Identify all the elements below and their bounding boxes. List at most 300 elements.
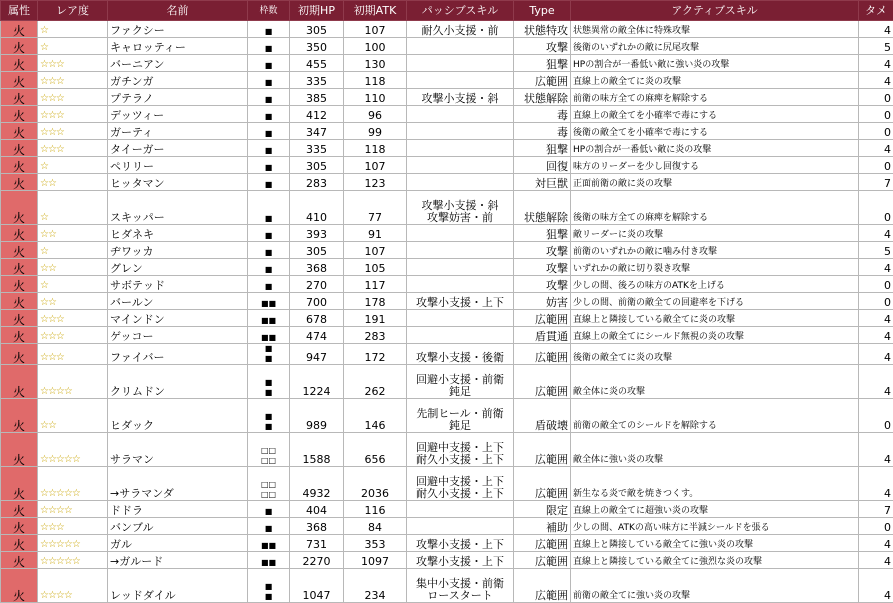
passive-skill xyxy=(407,106,514,123)
active-skill: いずれかの敵に切り裂き攻撃 xyxy=(571,259,859,276)
active-skill: 後衛の敵全てに炎の攻撃 xyxy=(571,344,859,365)
slot-count: ■ xyxy=(248,276,290,293)
charge-turns: 0 xyxy=(859,293,893,310)
attribute-cell: 火 xyxy=(1,276,38,293)
table-row xyxy=(1,535,893,552)
active-skill: 直線上の敵全てにシールド無視の炎の攻撃 xyxy=(571,327,859,344)
initial-hp: 368 xyxy=(290,518,344,535)
attribute-cell: 火 xyxy=(1,552,38,569)
charge-turns: 0 xyxy=(859,518,893,535)
table-row xyxy=(1,344,893,365)
attribute-cell: 火 xyxy=(1,21,38,38)
rarity-stars: ☆☆☆☆ xyxy=(38,569,108,603)
slot-count: ■ xyxy=(248,89,290,106)
attribute-cell: 火 xyxy=(1,123,38,140)
attribute-cell: 火 xyxy=(1,535,38,552)
charge-turns: 4 xyxy=(859,55,893,72)
rarity-stars: ☆☆☆ xyxy=(38,310,108,327)
attribute-cell: 火 xyxy=(1,518,38,535)
initial-atk: 118 xyxy=(344,72,407,89)
initial-hp: 700 xyxy=(290,293,344,310)
active-skill: 少しの間、前衛の敵全ての回避率を下げる xyxy=(571,293,859,310)
initial-hp: 335 xyxy=(290,72,344,89)
active-skill: 敵全体に炎の攻撃 xyxy=(571,365,859,399)
table-row xyxy=(1,225,893,242)
table-row xyxy=(1,310,893,327)
rarity-stars: ☆☆☆☆☆ xyxy=(38,433,108,467)
charge-turns: 4 xyxy=(859,467,893,501)
skill-type: 毒 xyxy=(514,123,571,140)
initial-atk: 99 xyxy=(344,123,407,140)
skill-type: 状態特攻 xyxy=(514,21,571,38)
monster-name: クリムドン xyxy=(108,365,248,399)
initial-atk: 105 xyxy=(344,259,407,276)
attribute-cell: 火 xyxy=(1,157,38,174)
initial-atk: 100 xyxy=(344,38,407,55)
charge-turns: 7 xyxy=(859,174,893,191)
passive-skill xyxy=(407,259,514,276)
rarity-stars: ☆☆☆ xyxy=(38,55,108,72)
monster-name: サラマン xyxy=(108,433,248,467)
initial-hp: 305 xyxy=(290,21,344,38)
monster-name: ドドラ xyxy=(108,501,248,518)
slot-count: ■ xyxy=(248,123,290,140)
passive-skill: 攻撃小支援・上下 xyxy=(407,535,514,552)
charge-turns: 4 xyxy=(859,535,893,552)
initial-atk: 1097 xyxy=(344,552,407,569)
active-skill: 直線上と隣接している敵全てに強い炎の攻撃 xyxy=(571,535,859,552)
monster-name: ガチンガ xyxy=(108,72,248,89)
passive-skill xyxy=(407,242,514,259)
passive-skill: 攻撃小支援・上下 xyxy=(407,293,514,310)
table-row xyxy=(1,467,893,501)
initial-hp: 368 xyxy=(290,259,344,276)
monster-name: キャロッティー xyxy=(108,38,248,55)
initial-atk: 77 xyxy=(344,191,407,225)
initial-atk: 96 xyxy=(344,106,407,123)
initial-hp: 347 xyxy=(290,123,344,140)
active-skill: 少しの間、ATKの高い味方に半減シールドを張る xyxy=(571,518,859,535)
charge-turns: 4 xyxy=(859,140,893,157)
initial-hp: 393 xyxy=(290,225,344,242)
skill-type: 広範囲 xyxy=(514,365,571,399)
initial-hp: 270 xyxy=(290,276,344,293)
monster-name: ファクシー xyxy=(108,21,248,38)
skill-type: 狙撃 xyxy=(514,55,571,72)
slot-count: ■ ■ xyxy=(248,344,290,365)
attribute-cell: 火 xyxy=(1,191,38,225)
skill-type: 狙撃 xyxy=(514,140,571,157)
slot-count: ■ xyxy=(248,140,290,157)
active-skill: 前衛の敵全てに強い炎の攻撃 xyxy=(571,569,859,603)
initial-atk: 146 xyxy=(344,399,407,433)
skill-type: 回復 xyxy=(514,157,571,174)
initial-atk: 130 xyxy=(344,55,407,72)
initial-hp: 731 xyxy=(290,535,344,552)
table-row xyxy=(1,365,893,399)
attribute-cell: 火 xyxy=(1,501,38,518)
attribute-cell: 火 xyxy=(1,327,38,344)
skill-type: 攻撃 xyxy=(514,38,571,55)
rarity-stars: ☆☆ xyxy=(38,225,108,242)
rarity-stars: ☆☆☆ xyxy=(38,344,108,365)
initial-atk: 107 xyxy=(344,21,407,38)
monster-name: スキッパー xyxy=(108,191,248,225)
initial-atk: 283 xyxy=(344,327,407,344)
passive-skill xyxy=(407,72,514,89)
slot-count: ■ ■ xyxy=(248,569,290,603)
header-atk: 初期ATK xyxy=(344,1,407,21)
header-row xyxy=(1,1,893,21)
initial-atk: 353 xyxy=(344,535,407,552)
attribute-cell: 火 xyxy=(1,365,38,399)
table-row xyxy=(1,327,893,344)
initial-atk: 116 xyxy=(344,501,407,518)
initial-hp: 385 xyxy=(290,89,344,106)
charge-turns: 5 xyxy=(859,38,893,55)
skill-type: 限定 xyxy=(514,501,571,518)
table-row xyxy=(1,242,893,259)
skill-type: 補助 xyxy=(514,518,571,535)
initial-atk: 262 xyxy=(344,365,407,399)
skill-type: 広範囲 xyxy=(514,535,571,552)
table-row xyxy=(1,501,893,518)
active-skill: 敵全体に強い炎の攻撃 xyxy=(571,433,859,467)
active-skill: 直線上の敵全てを小確率で毒にする xyxy=(571,106,859,123)
charge-turns: 0 xyxy=(859,123,893,140)
active-skill: 直線上の敵全てに炎の攻撃 xyxy=(571,72,859,89)
passive-skill: 回避中支援・上下 耐久小支援・上下 xyxy=(407,467,514,501)
header-hp: 初期HP xyxy=(290,1,344,21)
header-attribute: 属性 xyxy=(1,1,38,21)
initial-atk: 107 xyxy=(344,242,407,259)
charge-turns: 0 xyxy=(859,191,893,225)
rarity-stars: ☆☆ xyxy=(38,174,108,191)
slot-count: ■■ xyxy=(248,552,290,569)
passive-skill: 回避小支援・前衛 鈍足 xyxy=(407,365,514,399)
skill-type: 状態解除 xyxy=(514,191,571,225)
monster-name: →サラマンダ xyxy=(108,467,248,501)
slot-count: ■■ xyxy=(248,310,290,327)
initial-hp: 410 xyxy=(290,191,344,225)
initial-hp: 335 xyxy=(290,140,344,157)
monster-name: ヒッタマン xyxy=(108,174,248,191)
passive-skill xyxy=(407,310,514,327)
active-skill: 直線上と隣接している敵全てに強烈な炎の攻撃 xyxy=(571,552,859,569)
passive-skill: 耐久小支援・前 xyxy=(407,21,514,38)
initial-hp: 350 xyxy=(290,38,344,55)
monster-name: ガーティ xyxy=(108,123,248,140)
rarity-stars: ☆☆☆ xyxy=(38,72,108,89)
rarity-stars: ☆☆☆ xyxy=(38,327,108,344)
initial-hp: 947 xyxy=(290,344,344,365)
rarity-stars: ☆☆☆ xyxy=(38,106,108,123)
attribute-cell: 火 xyxy=(1,106,38,123)
slot-count: ■ xyxy=(248,174,290,191)
initial-atk: 91 xyxy=(344,225,407,242)
attribute-cell: 火 xyxy=(1,89,38,106)
skill-type: 広範囲 xyxy=(514,344,571,365)
header-passive-skill: パッシブスキル xyxy=(407,1,514,21)
monster-name: ゲッコー xyxy=(108,327,248,344)
rarity-stars: ☆☆☆☆ xyxy=(38,365,108,399)
passive-skill xyxy=(407,140,514,157)
header-type: Type xyxy=(514,1,571,21)
rarity-stars: ☆☆☆☆☆ xyxy=(38,552,108,569)
slot-count: ■ xyxy=(248,242,290,259)
skill-type: 盾破壊 xyxy=(514,399,571,433)
skill-type: 広範囲 xyxy=(514,72,571,89)
active-skill: 前衛の味方全ての麻痺を解除する xyxy=(571,89,859,106)
active-skill: 敵リーダーに炎の攻撃 xyxy=(571,225,859,242)
initial-hp: 474 xyxy=(290,327,344,344)
table-row xyxy=(1,157,893,174)
slot-count: ■ xyxy=(248,225,290,242)
slot-count: □□ □□ xyxy=(248,467,290,501)
rarity-stars: ☆☆ xyxy=(38,399,108,433)
rarity-stars: ☆☆☆☆ xyxy=(38,501,108,518)
monster-name: タイーガー xyxy=(108,140,248,157)
monster-name: →ガルード xyxy=(108,552,248,569)
monster-name: バールン xyxy=(108,293,248,310)
skill-type: 攻撃 xyxy=(514,276,571,293)
rarity-stars: ☆☆☆ xyxy=(38,89,108,106)
charge-turns: 4 xyxy=(859,344,893,365)
rarity-stars: ☆☆☆ xyxy=(38,140,108,157)
charge-turns: 4 xyxy=(859,310,893,327)
active-skill: HPの割合が一番低い敵に強い炎の攻撃 xyxy=(571,55,859,72)
table-row xyxy=(1,293,893,310)
rarity-stars: ☆☆ xyxy=(38,293,108,310)
passive-skill: 攻撃小支援・後衛 xyxy=(407,344,514,365)
charge-turns: 4 xyxy=(859,259,893,276)
skill-type: 広範囲 xyxy=(514,310,571,327)
initial-atk: 234 xyxy=(344,569,407,603)
initial-hp: 283 xyxy=(290,174,344,191)
skill-type: 対巨獣 xyxy=(514,174,571,191)
initial-atk: 2036 xyxy=(344,467,407,501)
slot-count: ■ xyxy=(248,259,290,276)
initial-atk: 178 xyxy=(344,293,407,310)
table-row xyxy=(1,72,893,89)
passive-skill xyxy=(407,38,514,55)
attribute-cell: 火 xyxy=(1,38,38,55)
table-row xyxy=(1,174,893,191)
initial-hp: 2270 xyxy=(290,552,344,569)
table-row xyxy=(1,259,893,276)
initial-hp: 678 xyxy=(290,310,344,327)
initial-hp: 1224 xyxy=(290,365,344,399)
slot-count: ■ xyxy=(248,55,290,72)
monster-name: バンブル xyxy=(108,518,248,535)
attribute-cell: 火 xyxy=(1,242,38,259)
initial-hp: 305 xyxy=(290,157,344,174)
passive-skill xyxy=(407,225,514,242)
active-skill: 少しの間、後ろの味方のATKを上げる xyxy=(571,276,859,293)
passive-skill: 先制ヒール・前衛 鈍足 xyxy=(407,399,514,433)
active-skill: 正面前衛の敵に炎の攻撃 xyxy=(571,174,859,191)
skill-type: 状態解除 xyxy=(514,89,571,106)
passive-skill xyxy=(407,55,514,72)
rarity-stars: ☆☆ xyxy=(38,259,108,276)
passive-skill xyxy=(407,157,514,174)
active-skill: 前衛のいずれかの敵に噛み付き攻撃 xyxy=(571,242,859,259)
table-row xyxy=(1,552,893,569)
monster-name: サボテッド xyxy=(108,276,248,293)
skill-type: 広範囲 xyxy=(514,467,571,501)
rarity-stars: ☆☆☆ xyxy=(38,518,108,535)
table-row xyxy=(1,106,893,123)
table-row xyxy=(1,38,893,55)
table-row xyxy=(1,191,893,225)
slot-count: ■■ xyxy=(248,327,290,344)
skill-type: 広範囲 xyxy=(514,569,571,603)
monster-name: マインドン xyxy=(108,310,248,327)
monster-name: グレン xyxy=(108,259,248,276)
slot-count: ■ xyxy=(248,72,290,89)
active-skill: 後衛の味方全ての麻痺を解除する xyxy=(571,191,859,225)
monster-name: ペリリー xyxy=(108,157,248,174)
initial-atk: 172 xyxy=(344,344,407,365)
attribute-cell: 火 xyxy=(1,569,38,603)
charge-turns: 0 xyxy=(859,106,893,123)
slot-count: □□ □□ xyxy=(248,433,290,467)
table-row xyxy=(1,433,893,467)
active-skill: 直線上と隣接している敵全てに炎の攻撃 xyxy=(571,310,859,327)
active-skill: HPの割合が一番低い敵に炎の攻撃 xyxy=(571,140,859,157)
attribute-cell: 火 xyxy=(1,433,38,467)
initial-atk: 118 xyxy=(344,140,407,157)
table-row xyxy=(1,21,893,38)
charge-turns: 4 xyxy=(859,72,893,89)
slot-count: ■ ■ xyxy=(248,365,290,399)
active-skill: 状態異常の敵全体に特殊攻撃 xyxy=(571,21,859,38)
table-row xyxy=(1,518,893,535)
initial-hp: 4932 xyxy=(290,467,344,501)
initial-atk: 84 xyxy=(344,518,407,535)
skill-type: 広範囲 xyxy=(514,552,571,569)
skill-type: 広範囲 xyxy=(514,433,571,467)
attribute-cell: 火 xyxy=(1,72,38,89)
attribute-cell: 火 xyxy=(1,225,38,242)
rarity-stars: ☆ xyxy=(38,38,108,55)
skill-type: 攻撃 xyxy=(514,242,571,259)
header-slots: 枠数 xyxy=(248,1,290,21)
slot-count: ■ xyxy=(248,191,290,225)
initial-atk: 107 xyxy=(344,157,407,174)
slot-count: ■ xyxy=(248,157,290,174)
attribute-cell: 火 xyxy=(1,310,38,327)
header-rarity: レア度 xyxy=(38,1,108,21)
slot-count: ■ xyxy=(248,38,290,55)
charge-turns: 0 xyxy=(859,399,893,433)
slot-count: ■ xyxy=(248,21,290,38)
monster-name: ヒダネキ xyxy=(108,225,248,242)
active-skill: 直線上の敵全てに超強い炎の攻撃 xyxy=(571,501,859,518)
passive-skill: 回避中支援・上下 耐久小支援・上下 xyxy=(407,433,514,467)
monster-name: ガル xyxy=(108,535,248,552)
slot-count: ■ xyxy=(248,106,290,123)
table-row xyxy=(1,123,893,140)
rarity-stars: ☆ xyxy=(38,276,108,293)
charge-turns: 4 xyxy=(859,365,893,399)
monster-name: レッドダイル xyxy=(108,569,248,603)
rarity-stars: ☆ xyxy=(38,242,108,259)
rarity-stars: ☆☆☆ xyxy=(38,123,108,140)
passive-skill: 攻撃小支援・上下 xyxy=(407,552,514,569)
monster-name: プテラノ xyxy=(108,89,248,106)
initial-atk: 123 xyxy=(344,174,407,191)
charge-turns: 4 xyxy=(859,225,893,242)
initial-atk: 110 xyxy=(344,89,407,106)
monster-name: ファイバー xyxy=(108,344,248,365)
skill-type: 盾貫通 xyxy=(514,327,571,344)
initial-hp: 1588 xyxy=(290,433,344,467)
passive-skill: 攻撃小支援・斜 xyxy=(407,89,514,106)
charge-turns: 0 xyxy=(859,89,893,106)
active-skill: 前衛の敵全てのシールドを解除する xyxy=(571,399,859,433)
table-row xyxy=(1,89,893,106)
charge-turns: 0 xyxy=(859,276,893,293)
rarity-stars: ☆ xyxy=(38,21,108,38)
charge-turns: 0 xyxy=(859,157,893,174)
header-charge: タメ xyxy=(859,1,893,21)
monster-name: ヂワッカ xyxy=(108,242,248,259)
table-row xyxy=(1,140,893,157)
passive-skill: 集中小支援・前衛 ロースタート xyxy=(407,569,514,603)
initial-hp: 305 xyxy=(290,242,344,259)
passive-skill xyxy=(407,123,514,140)
monster-name: ヒダック xyxy=(108,399,248,433)
rarity-stars: ☆☆☆☆☆ xyxy=(38,535,108,552)
passive-skill xyxy=(407,501,514,518)
rarity-stars: ☆☆☆☆☆ xyxy=(38,467,108,501)
skill-type: 狙撃 xyxy=(514,225,571,242)
charge-turns: 7 xyxy=(859,501,893,518)
charge-turns: 4 xyxy=(859,21,893,38)
active-skill: 後衛の敵全てを小確率で毒にする xyxy=(571,123,859,140)
charge-turns: 4 xyxy=(859,569,893,603)
attribute-cell: 火 xyxy=(1,293,38,310)
attribute-cell: 火 xyxy=(1,259,38,276)
slot-count: ■ xyxy=(248,518,290,535)
charge-turns: 4 xyxy=(859,433,893,467)
attribute-cell: 火 xyxy=(1,174,38,191)
table-row xyxy=(1,55,893,72)
active-skill: 味方のリーダーを少し回復する xyxy=(571,157,859,174)
initial-hp: 989 xyxy=(290,399,344,433)
initial-hp: 404 xyxy=(290,501,344,518)
passive-skill xyxy=(407,327,514,344)
slot-count: ■■ xyxy=(248,293,290,310)
initial-atk: 117 xyxy=(344,276,407,293)
rarity-stars: ☆ xyxy=(38,157,108,174)
passive-skill: 攻撃小支援・斜 攻撃妨害・前 xyxy=(407,191,514,225)
attribute-cell: 火 xyxy=(1,344,38,365)
slot-count: ■■ xyxy=(248,535,290,552)
passive-skill xyxy=(407,276,514,293)
table-row xyxy=(1,276,893,293)
passive-skill xyxy=(407,174,514,191)
active-skill: 新生なる炎で敵を焼きつくす。 xyxy=(571,467,859,501)
attribute-cell: 火 xyxy=(1,55,38,72)
attribute-cell: 火 xyxy=(1,467,38,501)
initial-hp: 412 xyxy=(290,106,344,123)
charge-turns: 4 xyxy=(859,327,893,344)
monster-name: バーニアン xyxy=(108,55,248,72)
initial-hp: 1047 xyxy=(290,569,344,603)
initial-atk: 191 xyxy=(344,310,407,327)
